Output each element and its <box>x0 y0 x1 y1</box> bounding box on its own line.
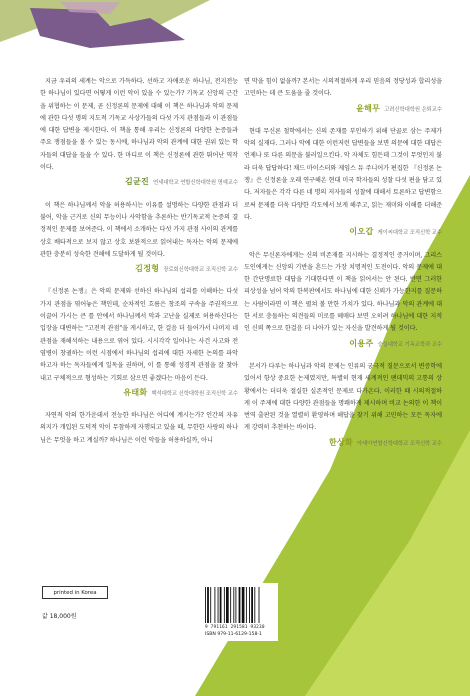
barcode-bar <box>218 587 219 623</box>
barcode-bar <box>254 587 255 623</box>
barcode-bar <box>214 587 215 623</box>
review-block <box>244 126 442 240</box>
right-review-column <box>244 76 442 460</box>
reviewer-name: 이용주 <box>349 337 374 348</box>
review-block <box>244 76 442 116</box>
review-text: 이 책은 하나님께서 악을 허용하시는 이유를 설명하는 다양한 관점과 더불어, 악을 근거로 신의 무능이나 사악함을 추론하는 반기독교적 논증의 결정적인 문제를 보여준다. 이 책에서 소개하는 다섯 가지 관점 사이의 관계를 상호 배타적으로 보지 않고 상호 보완적으로 읽어내는 독자는 악의 문제에 관한 충분히 성숙한 견해에 도달하게 될 것이다. <box>40 201 238 258</box>
barcode-bar <box>259 587 260 623</box>
reviewer-affiliation: 장로회신학대학교 조직신학 교수 <box>163 267 238 274</box>
reviewer-name: 한상화 <box>328 436 354 447</box>
review-text: 본서가 다루는 하나님과 악의 문제는 인류의 궁극적 질문으로서 변증학에 있어서 항상 중요한 논제였지만, 특별히 현재 세계적인 팬데믹의 고통의 상황에서는 더더욱 절실한 실존적인 문제로 다가온다. 이러한 때 시의적절하게 이 주제에 대한 다양한 관점들을 명쾌하게 제시하며 비교 논의한 이 책이 번역 출판된 것을 열렬히 환영하며 해답을 찾기 위해 고민하는 모든 독자에게 강력히 추천하는 바이다. <box>244 362 442 432</box>
barcode-digits: 9 791161 291581 93230 <box>205 625 265 630</box>
barcode-bars <box>203 587 274 625</box>
review-text: 면 막을 힘이 없을까? 본서는 시의적절하게 우리 믿음의 정당성과 합리성을 고민하는 데 큰 도움을 줄 것이다. <box>244 78 442 98</box>
review-block <box>40 200 238 277</box>
barcode-bar <box>230 587 231 623</box>
isbn-barcode <box>199 583 278 641</box>
review-text: 현대 무신론 철학에서는 신의 존재를 부인하기 위해 단골로 삼는 주제가 악의 실재다. 그러나 악에 대한 이런저런 답변들을 보면 의문에 대한 대답은 언제나 또 다른 의문을 불러일으킨다. 악 자체도 힘든데 그것이 무엇인지 불라 더욱 답답하다! 채드 마이스터와 제임스 듀 주니어가 편집한 『신정론 논쟁』은 신정론을 오래 연구해온 현대 미국 학자들의 성찰 다섯 편을 담고 있다. 저자들은 각각 다른 네 명의 저자들의 성찰에 대해서 토론하고 답변함으로써 문제를 더욱 다양한 각도에서 보게 해주고, 읽는 재미와 이해를 더해준다. <box>244 127 442 221</box>
review-block <box>244 361 442 450</box>
barcode-bar <box>249 587 250 623</box>
review-text: 악은 무신론자에게는 신의 비존재를 지시하는 결정적인 증거이며, 그리스도인에게는 신앙의 기반을 흔드는 가장 치명적인 도전이다. 악의 문제에 대한 간단명료한 대답을 기대한다면 이 책을 읽어서는 안 된다. 반면 그러한 피상성을 넘어 악의 한복판에서도 하나님에 대한 신뢰가 가능한지를 질문하는 사람이라면 이 책은 펼쳐 볼 만한 가치가 있다. 하나님과 악의 관계에 대한 서로 충돌하는 의견들의 미로를 헤매다 보면 오히려 하나님에 대한 지적인 신뢰 쪽으로 한걸음 더 나아가 있는 자신을 발견하게 될 것이다. <box>244 251 442 333</box>
review-block <box>40 410 238 447</box>
barcode-bar <box>235 587 236 623</box>
left-review-column <box>40 76 238 457</box>
reviewer-signature <box>244 225 442 239</box>
review-block <box>244 250 442 351</box>
reviewer-affiliation: 케이씨대학교 조직신학 교수 <box>377 230 442 237</box>
review-block <box>40 286 238 400</box>
barcode-bar <box>246 587 247 623</box>
barcode-bar <box>239 587 241 623</box>
reviewer-signature <box>244 436 442 450</box>
review-text: 『신정론 논쟁』은 악의 문제와 선하신 하나님의 섭리를 이해하는 다섯 가지 관점을 엮어놓은 책인데, 순차적인 흐름은 창조의 구속을 주권적으로 이끌어 가시는 큰 틀 안에서 하나님께서 악과 고난을 실제로 허용하신다는 입장을 대변하는 "고전적 관점"을 게시하고, 한 걸음 더 들어가서 나머지 네 관점을 재해석하는 내용으로 엮어 있다. 시시각각 일어나는 사건 사고와 전염병이 창궐하는 이런 시점에서 하나님의 섭리에 대한 자세한 논의를 파악하고자 하는 독자들에게 일독을 권하며, 이 를 통해 성경적 관점을 잘 찾아내고 구체적으로 형성하는 기회로 삼으면 좋겠다는 마음이 든다. <box>40 288 238 382</box>
isbn-number: ISBN 979-11-6129-158-1 <box>205 632 262 637</box>
reviewer-name: 유태화 <box>123 386 148 397</box>
reviewer-signature <box>244 337 442 351</box>
reviewer-name: 이오갑 <box>349 226 374 237</box>
reviewer-affiliation: 숭실대학교 기독교학과 교수 <box>377 341 442 348</box>
reviewer-signature <box>40 386 238 400</box>
reviewer-affiliation: 고려신학대학원 은퇴교수 <box>384 106 442 113</box>
reviewer-affiliation: 백석대학교 신학대학원 조직신학 교수 <box>151 390 238 397</box>
reviewer-name: 김정형 <box>135 263 160 274</box>
reviewer-signature <box>40 175 238 189</box>
printed-in-korea-label: printed in Korea <box>42 586 108 599</box>
barcode-bar <box>251 587 253 623</box>
barcode-bar <box>220 587 222 623</box>
barcode-bar <box>242 587 245 623</box>
barcode-bar <box>224 587 225 623</box>
book-price: 값 18,000원 <box>42 613 77 620</box>
reviewer-signature <box>40 262 238 276</box>
review-text: 지금 우리의 세계는 악으로 가득하다. 선하고 자애로운 하나님, 전지전능한 하나님이 있다면 어떻게 이런 악이 있을 수 있는가? 기독교 신앙의 근간을 위협하는 이 문제, 곧 신정론의 문제에 대해 이 책은 하나님과 악의 문제에 관한 다섯 명의 지도적 기독교 사상가들의 다섯 가지 관점들과 이 관점들에 대한 답변을 제시한다. 이 책을 통해 우리는 신정론의 다양한 논증들과 주요 쟁점들을 볼 수 있는 동시에, 하나님과 악의 관계에 대한 권위 있는 학자들의 대답을 들을 수 있다. 한 마디로 이 책은 신정론에 관한 뛰어난 역작이다. <box>40 78 238 172</box>
review-text: 자연적 악의 한가운데서 전능한 하나님은 어디에 계시는가? 인간의 자유 의지가 개입된 도덕적 악이 무참하게 자행되고 있을 때, 무한한 사랑의 하나님은 무엇을 하고 계실까? 하나님은 이런 악들을 허용하실까, 아니 <box>40 412 238 444</box>
review-block <box>40 76 238 190</box>
reviewer-affiliation: 연세대학교 연합신학대학원 명예교수 <box>153 180 238 187</box>
barcode-bar <box>205 587 206 623</box>
reviewer-signature <box>244 102 442 116</box>
barcode-bar <box>210 587 211 623</box>
reviewer-name: 김균진 <box>124 176 150 187</box>
reviewer-name: 윤해무 <box>356 102 381 113</box>
reviewer-affiliation: 아세아연합신학대학교 조직신학 교수 <box>357 440 442 447</box>
barcode-bar <box>207 587 209 623</box>
barcode-bar <box>233 587 234 623</box>
barcode-bar <box>226 587 229 623</box>
